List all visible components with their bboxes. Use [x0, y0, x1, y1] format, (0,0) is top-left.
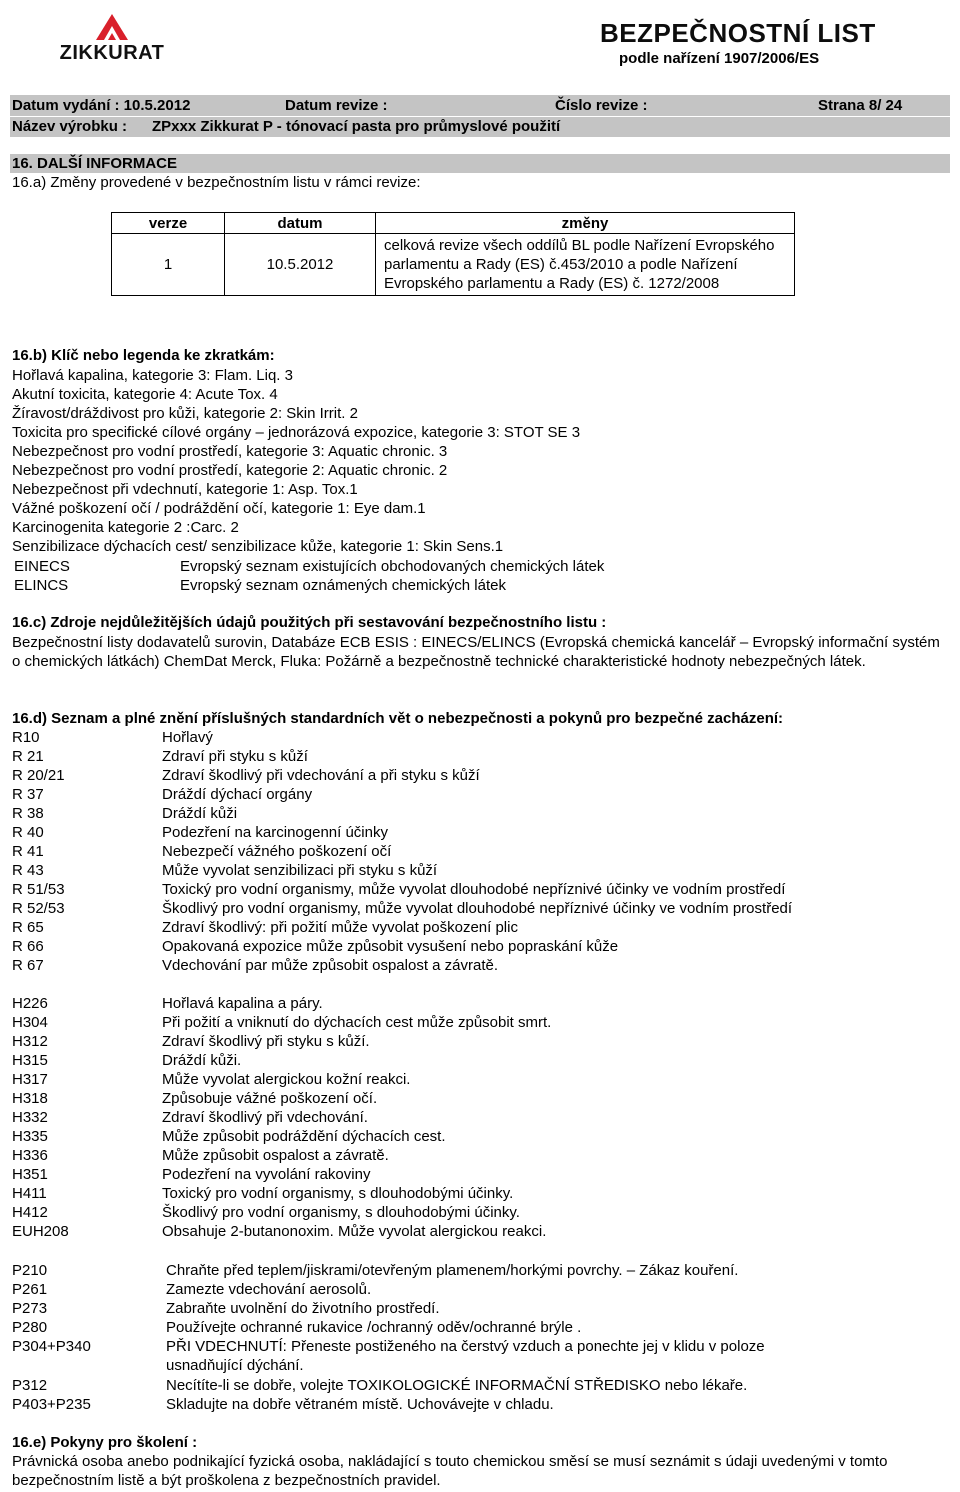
abbreviation-code: EINECS	[14, 558, 70, 575]
r-phrase-text: Dráždí kůži	[162, 805, 238, 822]
product-label: Název výrobku :	[12, 118, 128, 135]
h-phrase-text: Může vyvolat alergickou kožní reakci.	[162, 1071, 411, 1088]
revision-table-header	[112, 213, 795, 234]
h-phrase-text: Obsahuje 2-butanonoxim. Může vyvolat alergickou reakci.	[162, 1223, 547, 1240]
legend-line: Žíravost/dráždivost pro kůži, kategorie 2: Skin Irrit. 2	[12, 405, 358, 422]
legend-line: Vážné poškození očí / podráždění očí, kategorie 1: Eye dam.1	[12, 500, 426, 517]
subsection-b-title: 16.b) Klíč nebo legenda ke zkratkám:	[12, 347, 275, 364]
cell-changes: celková revize všech oddílů BL podle Nařízení Evropského parlamentu a Rady (ES) č.453/2010 a podle Nařízení Evropského parlamentu a Rady (ES) č. 1272/2008	[376, 234, 795, 296]
p-phrase-text: Skladujte na dobře větraném místě. Uchovávejte v chladu.	[166, 1396, 554, 1413]
r-phrase-text: Toxický pro vodní organismy, může vyvolat dlouhodobé nepříznivé účinky ve vodním prostředí	[162, 881, 786, 898]
product-name: ZPxxx Zikkurat P - tónovací pasta pro průmyslové použití	[152, 118, 561, 135]
revision-table	[111, 212, 795, 296]
h-phrase-text: Toxický pro vodní organismy, s dlouhodobými účinky.	[162, 1185, 514, 1202]
abbreviation-code: ELINCS	[14, 577, 69, 594]
p-phrase-text: Necítíte-li se dobře, volejte TOXIKOLOGICKÉ INFORMAČNÍ STŘEDISKO nebo lékaře.	[166, 1377, 748, 1394]
r-phrase-text: Podezření na karcinogenní účinky	[162, 824, 388, 841]
revision-number: Číslo revize :	[555, 97, 648, 114]
r-phrase-code: R 37	[12, 786, 44, 803]
legend-line: Nebezpečnost při vdechnutí, kategorie 1: Asp. Tox.1	[12, 481, 358, 498]
product-row	[10, 117, 950, 137]
p-phrase-text: Zamezte vdechování aerosolů.	[166, 1281, 372, 1298]
legend-line: Nebezpečnost pro vodní prostředí, kategorie 3: Aquatic chronic. 3	[12, 443, 448, 460]
p-phrase-code: P304+P340	[12, 1338, 91, 1355]
h-phrase-code: EUH208	[12, 1223, 69, 1240]
r-phrase-code: R10	[12, 729, 40, 746]
cell-version: 1	[112, 234, 225, 296]
h-phrase-text: Podezření na vyvolání rakoviny	[162, 1166, 371, 1183]
r-phrase-text: Vdechování par může způsobit ospalost a závratě.	[162, 957, 499, 974]
r-phrase-text: Nebezpečí vážného poškození očí	[162, 843, 392, 860]
col-changes-header: změny	[376, 213, 795, 234]
legend-line: Senzibilizace dýchacích cest/ senzibilizace kůže, kategorie 1: Skin Sens.1	[12, 538, 504, 555]
logo-mark-icon	[94, 12, 130, 42]
document-subtitle: podle nařízení 1907/2006/ES	[619, 50, 820, 67]
r-phrase-text: Dráždí dýchací orgány	[162, 786, 313, 803]
legend-line: Hořlavá kapalina, kategorie 3: Flam. Liq. 3	[12, 367, 293, 384]
h-phrase-code: H335	[12, 1128, 48, 1145]
subsection-e-text: Právnická osoba anebo podnikající fyzická osoba, nakládající s touto chemickou směsí se musí seznámit s údaji uvedenými v tomto bezpečnostním listě a být proškolena z bezpečnostních pravidel.	[12, 1453, 888, 1489]
h-phrase-text: Při požití a vniknutí do dýchacích cest může způsobit smrt.	[162, 1014, 552, 1031]
h-phrase-text: Hořlavá kapalina a páry.	[162, 995, 323, 1012]
h-phrase-code: H304	[12, 1014, 48, 1031]
h-phrase-text: Může způsobit podráždění dýchacích cest.	[162, 1128, 446, 1145]
p-phrase-code: P210	[12, 1262, 48, 1279]
p-phrase-text: Používejte ochranné rukavice /ochranný oděv/ochranné brýle .	[166, 1319, 582, 1336]
subsection-a-title: 16.a) Změny provedené v bezpečnostním listu v rámci revize:	[12, 174, 421, 191]
r-phrase-code: R 20/21	[12, 767, 65, 784]
logo-text: ZIKKURAT	[59, 42, 165, 64]
p-phrase-text: Chraňte před teplem/jiskrami/otevřeným plamenem/horkými povrchy. – Zákaz kouření.	[166, 1262, 739, 1279]
h-phrase-text: Dráždí kůži.	[162, 1052, 242, 1069]
r-phrase-text: Zdraví při styku s kůží	[162, 748, 308, 765]
r-phrase-text: Škodlivý pro vodní organismy, může vyvolat dlouhodobé nepříznivé účinky ve vodním prostředí	[162, 900, 793, 917]
p-phrase-code: P261	[12, 1281, 48, 1298]
subsection-d-title: 16.d) Seznam a plné znění příslušných standardních vět o nebezpečnosti a pokynů pro bezpečné zacházení:	[12, 710, 784, 727]
h-phrase-text: Zdraví škodlivý při styku s kůží.	[162, 1033, 370, 1050]
p-phrase-code: P280	[12, 1319, 48, 1336]
p-phrase-code: P312	[12, 1377, 48, 1394]
zikkurat-logo	[56, 12, 168, 68]
r-phrase-code: R 51/53	[12, 881, 65, 898]
h-phrase-code: H315	[12, 1052, 48, 1069]
col-date-header: datum	[225, 213, 376, 234]
subsection-e-title: 16.e) Pokyny pro školení :	[12, 1434, 198, 1451]
abbreviation-desc: Evropský seznam existujících obchodovaných chemických látek	[180, 558, 605, 575]
r-phrase-code: R 40	[12, 824, 44, 841]
r-phrase-code: R 52/53	[12, 900, 65, 917]
col-version-header: verze	[112, 213, 225, 234]
p-phrase-text-continued: usnadňující dýchání.	[166, 1357, 304, 1374]
document-title: BEZPEČNOSTNÍ LIST	[600, 18, 876, 48]
h-phrase-code: H318	[12, 1090, 48, 1107]
legend-line: Toxicita pro specifické cílové orgány – jednorázová expozice, kategorie 3: STOT SE 3	[12, 424, 581, 441]
p-phrase-text: PŘI VDECHNUTÍ: Přeneste postiženého na čerstvý vzduch a ponechte jej v klidu v poloze	[166, 1338, 765, 1355]
r-phrase-text: Hořlavý	[162, 729, 213, 746]
h-phrase-code: H312	[12, 1033, 48, 1050]
page-number: Strana 8/ 24	[818, 97, 903, 114]
r-phrase-text: Zdraví škodlivý: při požití může vyvolat poškození plic	[162, 919, 518, 936]
section-title: 16. DALŠÍ INFORMACE	[12, 155, 178, 172]
r-phrase-text: Zdraví škodlivý při vdechování a při styku s kůží	[162, 767, 480, 784]
cell-date: 10.5.2012	[225, 234, 376, 296]
r-phrase-code: R 38	[12, 805, 44, 822]
issue-date: Datum vydání : 10.5.2012	[12, 97, 191, 114]
p-phrase-code: P403+P235	[12, 1396, 91, 1413]
h-phrase-code: H351	[12, 1166, 48, 1183]
h-phrase-code: H332	[12, 1109, 48, 1126]
h-phrase-code: H411	[12, 1185, 47, 1202]
r-phrase-code: R 65	[12, 919, 44, 936]
h-phrase-text: Může způsobit ospalost a závratě.	[162, 1147, 389, 1164]
r-phrase-code: R 43	[12, 862, 44, 879]
r-phrase-code: R 66	[12, 938, 44, 955]
legend-line: Karcinogenita kategorie 2 :Carc. 2	[12, 519, 239, 536]
h-phrase-code: H226	[12, 995, 48, 1012]
abbreviation-desc: Evropský seznam oznámených chemických látek	[180, 577, 506, 594]
h-phrase-code: H336	[12, 1147, 48, 1164]
header-info-row	[10, 95, 950, 116]
table-row	[112, 234, 795, 296]
r-phrase-text: Může vyvolat senzibilizaci při styku s kůží	[162, 862, 438, 879]
h-phrase-code: H317	[12, 1071, 48, 1088]
h-phrase-text: Škodlivý pro vodní organismy, s dlouhodobými účinky.	[162, 1204, 520, 1221]
r-phrase-code: R 21	[12, 748, 44, 765]
subsection-c-text: Bezpečnostní listy dodavatelů surovin, Databáze ECB ESIS : EINECS/ELINCS (Evropská chemická kancelář – Evropský informační systém o chemických látkách) ChemDat Merck, Fluka: Požárně a bezpečnostně technické charakteristické hodnoty nebezpečných látek.	[12, 634, 940, 670]
subsection-c-title: 16.c) Zdroje nejdůležitějších údajů použitých při sestavování bezpečnostního listu :	[12, 614, 607, 631]
legend-line: Nebezpečnost pro vodní prostředí, kategorie 2: Aquatic chronic. 2	[12, 462, 448, 479]
p-phrase-code: P273	[12, 1300, 48, 1317]
p-phrase-text: Zabraňte uvolnění do životního prostředí.	[166, 1300, 440, 1317]
h-phrase-text: Zdraví škodlivý při vdechování.	[162, 1109, 368, 1126]
h-phrase-code: H412	[12, 1204, 48, 1221]
h-phrase-text: Způsobuje vážné poškození očí.	[162, 1090, 378, 1107]
r-phrase-code: R 67	[12, 957, 44, 974]
r-phrase-code: R 41	[12, 843, 44, 860]
r-phrase-text: Opakovaná expozice může způsobit vysušení nebo popraskání kůže	[162, 938, 619, 955]
legend-line: Akutní toxicita, kategorie 4: Acute Tox. 4	[12, 386, 278, 403]
revision-date: Datum revize :	[285, 97, 388, 114]
